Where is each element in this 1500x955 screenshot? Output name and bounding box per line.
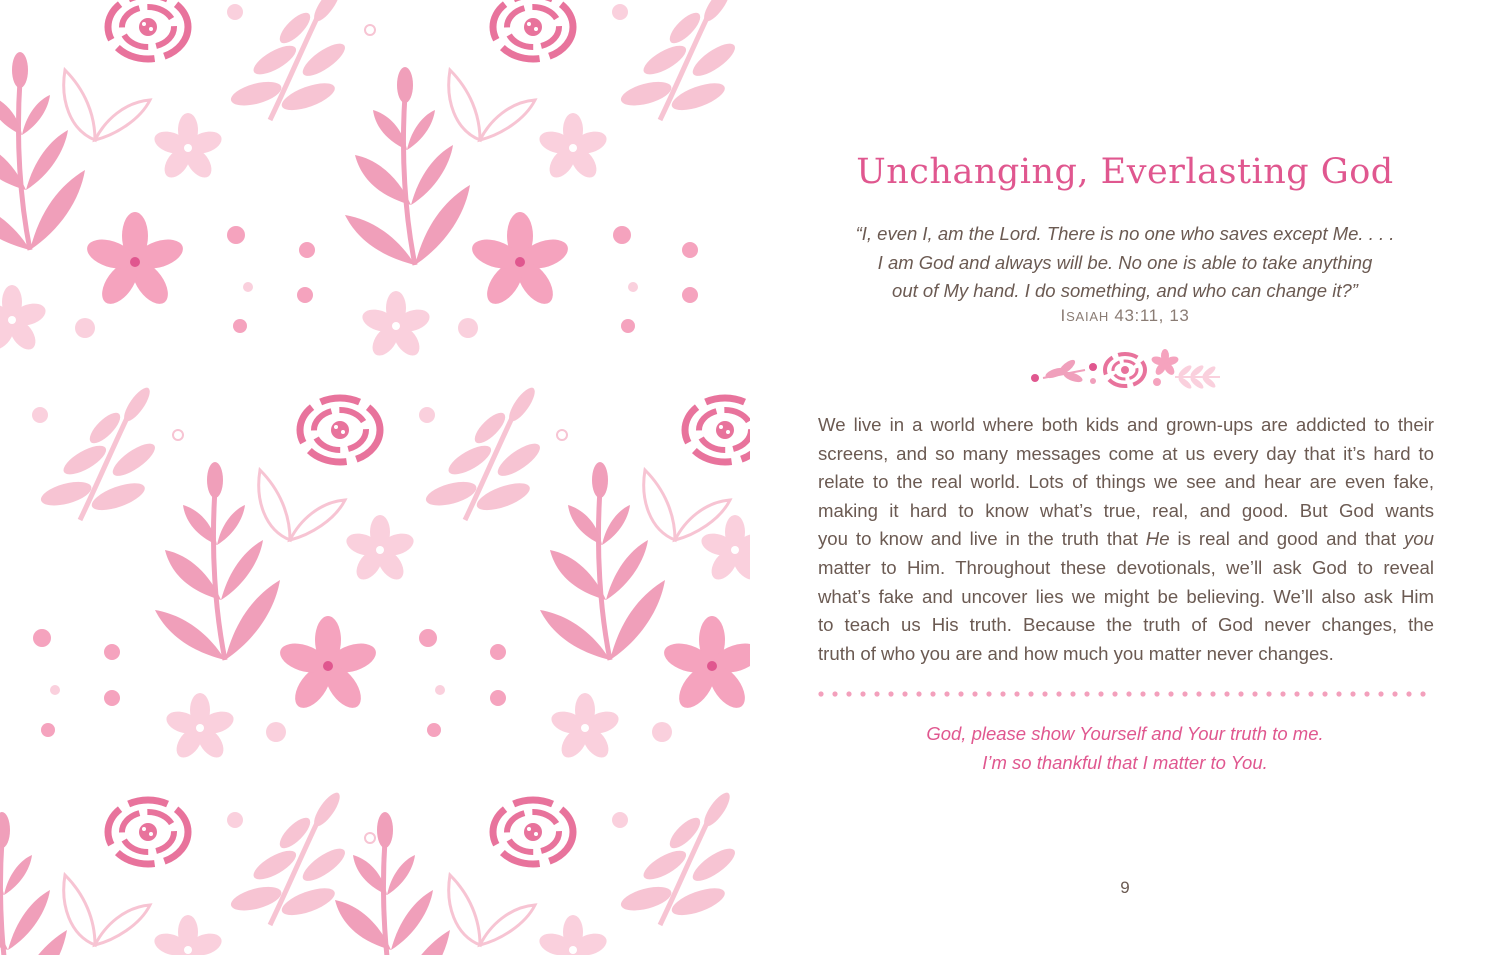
divider-dot	[1392, 691, 1397, 696]
prayer-line: I’m so thankful that I matter to You.	[982, 752, 1268, 773]
prayer-line: God, please show Yourself and Your truth to me.	[926, 723, 1324, 744]
devotional-body	[818, 411, 1434, 668]
divider-dot	[1378, 691, 1383, 696]
body-line: screens, and so many messages come at us every day that it’s hard to	[818, 442, 1434, 464]
scripture-line: out of My hand. I do something, and who can change it?”	[892, 280, 1358, 302]
divider-dot	[1098, 691, 1103, 696]
emphasis-you: you	[1404, 528, 1434, 550]
reference-verses: 43:11, 13	[1114, 306, 1190, 325]
divider-dot	[1112, 691, 1117, 696]
divider-dot	[874, 691, 879, 696]
divider-dot	[1420, 691, 1425, 696]
prayer	[750, 719, 1500, 777]
body-text-run: is real and good and that	[1169, 528, 1404, 550]
divider-dot	[944, 691, 949, 696]
divider-dot	[1056, 691, 1061, 696]
divider-dot	[1126, 691, 1131, 696]
divider-dot	[1252, 691, 1257, 696]
divider-dot	[1154, 691, 1159, 696]
pattern-tile	[0, 0, 750, 360]
body-line: We live in a world where both kids and grown-ups are addicted to their	[818, 414, 1434, 435]
divider-dot	[1308, 691, 1313, 696]
divider-dot	[972, 691, 977, 696]
page-number: 9	[1120, 878, 1130, 897]
divider-dot	[1280, 691, 1285, 696]
divider-dot	[818, 691, 823, 696]
divider-dot	[888, 691, 893, 696]
floral-divider-ornament	[1025, 345, 1225, 395]
divider-dot	[902, 691, 907, 696]
body-line: what’s fake and uncover lies we might be believing. We’ll also ask Him	[818, 585, 1434, 607]
pattern-tile	[32, 363, 750, 762]
divider-dot	[1406, 691, 1411, 696]
body-text-run: you to know and live in the truth that	[818, 528, 1146, 550]
scripture-line: “I, even I, am the Lord. There is no one who saves except Me. . . .	[855, 223, 1395, 244]
scripture-line: I am God and always will be. No one is able to take anything	[877, 251, 1373, 273]
divider-dot	[1336, 691, 1341, 696]
divider-dot	[1014, 691, 1019, 696]
divider-dot	[846, 691, 851, 696]
divider-dot	[1070, 691, 1075, 696]
scripture-quote	[750, 220, 1500, 306]
divider-dot	[916, 691, 921, 696]
divider-dot	[1224, 691, 1229, 696]
divider-dot	[1196, 691, 1201, 696]
devotional-title: Unchanging, Everlasting God	[856, 152, 1394, 192]
divider-dot	[1042, 691, 1047, 696]
body-line: to teach us His truth. Because the truth of God never changes, the	[818, 614, 1434, 636]
divider-dot	[1322, 691, 1327, 696]
divider-dot	[832, 691, 837, 696]
scripture-reference	[750, 306, 1500, 326]
reference-book: ISAIAH	[1060, 306, 1110, 325]
dotted-divider	[818, 688, 1434, 700]
emphasis-he: He	[1145, 528, 1170, 550]
pattern-tile	[0, 768, 750, 955]
divider-dot	[1294, 691, 1299, 696]
divider-dot	[1000, 691, 1005, 696]
divider-dot	[930, 691, 935, 696]
divider-dot	[1364, 691, 1369, 696]
divider-dot	[1028, 691, 1033, 696]
devotional-page	[750, 0, 1500, 955]
body-line: relate to the real world. Lots of things we see and hear are even fake,	[818, 471, 1434, 493]
divider-dot	[1140, 691, 1145, 696]
body-line: matter to Him. Throughout these devotionals, we’ll ask God to reveal	[818, 556, 1434, 578]
divider-dot	[1350, 691, 1355, 696]
divider-dot	[986, 691, 991, 696]
body-line	[818, 525, 1434, 554]
divider-dot	[958, 691, 963, 696]
divider-dot	[860, 691, 865, 696]
divider-dot	[1182, 691, 1187, 696]
body-line: making it hard to know what’s true, real, and good. But God wants	[818, 499, 1434, 521]
divider-dot	[1266, 691, 1271, 696]
divider-dot	[1168, 691, 1173, 696]
divider-dot	[1238, 691, 1243, 696]
divider-dot	[1084, 691, 1089, 696]
body-line: truth of who you are and how much you matter never changes.	[818, 642, 1334, 664]
divider-dot	[1210, 691, 1215, 696]
